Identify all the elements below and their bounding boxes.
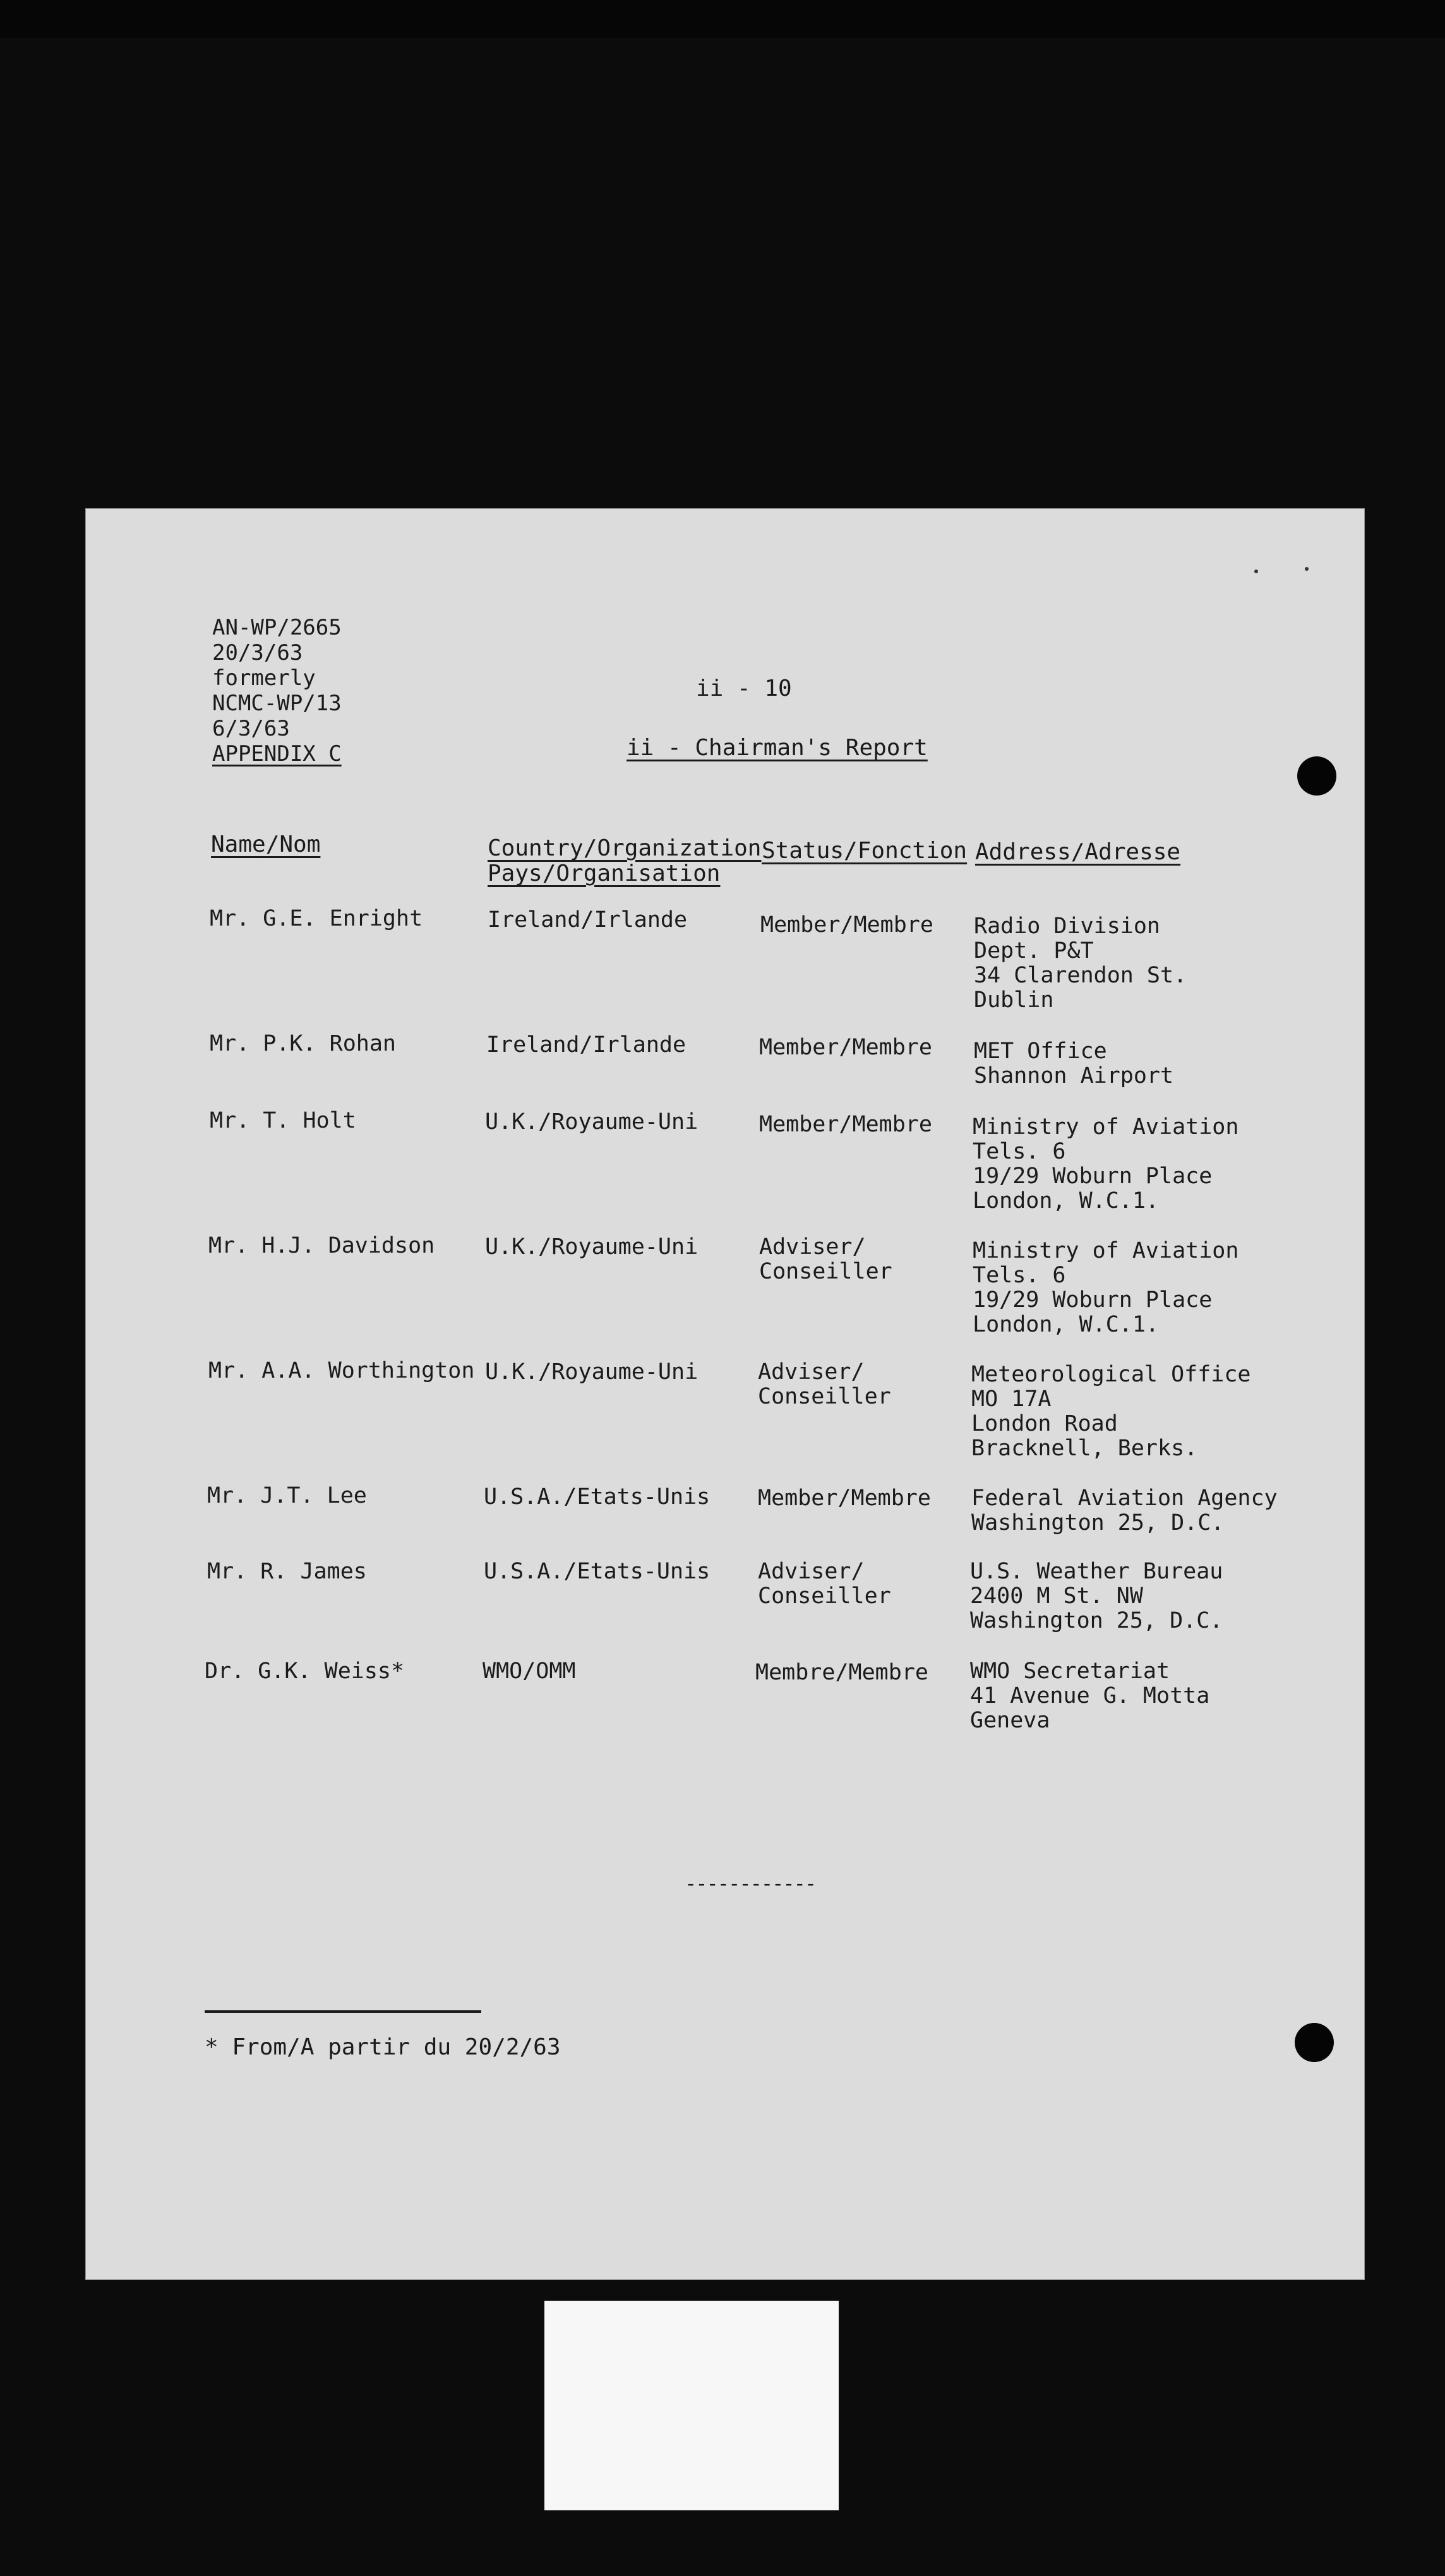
column-header-address: Address/Adresse bbox=[975, 839, 1181, 865]
entry-name: Mr. P.K. Rohan bbox=[210, 1031, 397, 1056]
entry-address-line: MO 17A bbox=[971, 1386, 1052, 1412]
entry-address-line: WMO Secretariat bbox=[970, 1659, 1170, 1684]
entry-country: U.K./Royaume-Uni bbox=[485, 1359, 699, 1385]
entry-address-line: Bracknell, Berks. bbox=[971, 1436, 1198, 1461]
page-number: ii - 10 bbox=[696, 676, 792, 701]
entry-country: Ireland/Irlande bbox=[486, 1032, 687, 1058]
entry-address-line: 2400 M St. NW bbox=[970, 1583, 1143, 1609]
appendix-label: APPENDIX C bbox=[212, 741, 342, 766]
entry-status bbox=[760, 913, 933, 938]
entry-address-line: 34 Clarendon St. bbox=[974, 963, 1187, 988]
entry-name: Mr. H.J. Davidson bbox=[208, 1233, 435, 1258]
entry-address-line: Geneva bbox=[970, 1708, 1050, 1733]
entry-address-line: London, W.C.1. bbox=[973, 1188, 1160, 1213]
entry-address-line: Meteorological Office bbox=[971, 1362, 1251, 1387]
entry-country: Ireland/Irlande bbox=[488, 907, 688, 933]
reference-block bbox=[212, 615, 342, 766]
entry-status bbox=[758, 1559, 891, 1609]
entry-address bbox=[971, 1363, 1251, 1461]
entry-status-line: Adviser/ bbox=[758, 1359, 865, 1385]
paper-speck bbox=[1305, 567, 1309, 571]
entry-status-line: Member/Membre bbox=[759, 1035, 932, 1060]
entry-address-line: Ministry of Aviation bbox=[973, 1238, 1239, 1263]
film-top-border bbox=[0, 0, 1445, 38]
entry-address-line: London Road bbox=[971, 1411, 1118, 1436]
entry-name: Mr. T. Holt bbox=[210, 1108, 356, 1133]
entry-address-line: Tels. 6 bbox=[973, 1263, 1066, 1288]
punch-hole-lower bbox=[1295, 2023, 1334, 2062]
entry-address bbox=[973, 1115, 1238, 1213]
footnote: * From/A partir du 20/2/63 bbox=[205, 2034, 561, 2060]
reference-line: 6/3/63 bbox=[212, 716, 290, 741]
entry-address-line: MET Office bbox=[974, 1039, 1107, 1064]
column-header-country-line1: Country/Organization bbox=[488, 835, 762, 861]
column-header-name: Name/Nom bbox=[211, 832, 321, 857]
paper-speck bbox=[1254, 569, 1258, 573]
entry-address bbox=[970, 1559, 1223, 1633]
punch-hole-upper bbox=[1297, 756, 1336, 796]
entry-status bbox=[759, 1035, 932, 1060]
entry-name: Dr. G.K. Weiss* bbox=[205, 1659, 405, 1684]
entry-status-line: Conseiller bbox=[758, 1583, 891, 1609]
column-header-country-line2: Pays/Organisation bbox=[488, 861, 721, 886]
entry-address-line: 19/29 Woburn Place bbox=[973, 1164, 1213, 1189]
page-title: ii - Chairman's Report bbox=[627, 735, 928, 761]
entry-country: U.K./Royaume-Uni bbox=[485, 1234, 699, 1260]
entry-country: U.K./Royaume-Uni bbox=[485, 1109, 699, 1135]
entry-address-line: Federal Aviation Agency bbox=[971, 1486, 1278, 1511]
entry-name: Mr. J.T. Lee bbox=[207, 1483, 367, 1508]
entry-address-line: 41 Avenue G. Motta bbox=[970, 1683, 1210, 1708]
reference-line: AN-WP/2665 bbox=[212, 615, 342, 640]
entry-address bbox=[971, 1486, 1278, 1535]
entry-address-line: Dept. P&T bbox=[974, 938, 1094, 963]
entry-status-line: Member/Membre bbox=[758, 1486, 931, 1511]
document-page bbox=[86, 509, 1364, 2279]
entry-status-line: Member/Membre bbox=[759, 1112, 932, 1137]
entry-country: WMO/OMM bbox=[483, 1659, 576, 1684]
entry-country: U.S.A./Etats-Unis bbox=[484, 1484, 711, 1510]
entry-address-line: Dublin bbox=[974, 987, 1054, 1013]
entry-address-line: Radio Division bbox=[974, 914, 1161, 939]
entry-address-line: Washington 25, D.C. bbox=[971, 1510, 1225, 1535]
entry-address-line: 19/29 Woburn Place bbox=[973, 1287, 1213, 1313]
entry-country: U.S.A./Etats-Unis bbox=[484, 1559, 711, 1584]
column-header-country bbox=[488, 836, 761, 886]
entry-address-line: Tels. 6 bbox=[973, 1139, 1066, 1164]
entry-address bbox=[974, 914, 1187, 1013]
entry-status-line: Conseiller bbox=[759, 1259, 892, 1284]
entry-name: Mr. A.A. Worthington bbox=[208, 1358, 475, 1383]
entry-status-line: Membre/Membre bbox=[755, 1660, 928, 1685]
entry-address-line: U.S. Weather Bureau bbox=[970, 1559, 1223, 1584]
footnote-rule bbox=[205, 2010, 481, 2013]
entry-name: Mr. R. James bbox=[207, 1559, 367, 1584]
entry-status bbox=[758, 1486, 931, 1511]
entry-status-line: Adviser/ bbox=[758, 1559, 865, 1584]
entry-status bbox=[759, 1112, 932, 1137]
entry-name: Mr. G.E. Enright bbox=[210, 906, 423, 931]
entry-status bbox=[758, 1360, 891, 1409]
entry-address-line: Shannon Airport bbox=[974, 1063, 1174, 1088]
reference-line: NCMC-WP/13 bbox=[212, 691, 342, 716]
entry-status-line: Member/Membre bbox=[760, 912, 933, 938]
entry-status bbox=[755, 1661, 928, 1685]
entry-address-line: London, W.C.1. bbox=[973, 1312, 1160, 1337]
reference-line: 20/3/63 bbox=[212, 640, 303, 665]
entry-address bbox=[973, 1239, 1238, 1337]
entry-status-line: Conseiller bbox=[758, 1384, 891, 1409]
entry-status-line: Adviser/ bbox=[759, 1234, 866, 1260]
entry-address bbox=[970, 1659, 1209, 1733]
end-of-list-separator: ------------ bbox=[685, 1871, 816, 1895]
entry-status bbox=[759, 1235, 892, 1284]
column-header-status: Status/Fonction bbox=[762, 838, 968, 864]
reference-line: formerly bbox=[212, 665, 316, 691]
entry-address bbox=[974, 1039, 1173, 1088]
entry-address-line: Ministry of Aviation bbox=[973, 1114, 1239, 1140]
entry-address-line: Washington 25, D.C. bbox=[970, 1608, 1223, 1633]
film-label-card bbox=[544, 2301, 839, 2510]
